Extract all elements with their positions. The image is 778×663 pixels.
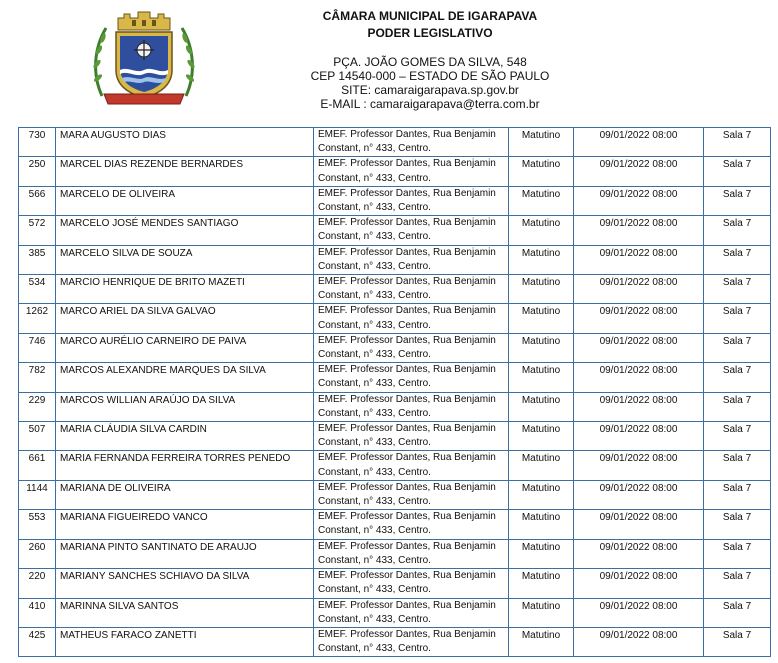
table-row xyxy=(19,422,771,451)
exam-location-cell xyxy=(314,392,509,421)
table-row xyxy=(19,304,771,333)
shift: Matutino xyxy=(521,218,561,230)
exam-location-cell xyxy=(314,186,509,215)
candidate-name-cell xyxy=(56,392,314,421)
candidate-name: MARIANA PINTO SANTINATO DE ARAUJO xyxy=(60,541,257,553)
shift: Matutino xyxy=(521,277,561,289)
inscription-number-cell xyxy=(19,157,56,186)
candidate-name-cell xyxy=(56,627,314,656)
datetime-cell xyxy=(574,627,704,656)
table-row xyxy=(19,363,771,392)
shift: Matutino xyxy=(521,600,561,612)
datetime-cell xyxy=(574,569,704,598)
datetime-cell xyxy=(574,216,704,245)
exam-location-line2: Constant, n° 433, Centro. xyxy=(318,172,431,184)
inscription-number-cell xyxy=(19,186,56,215)
candidate-name: MARCO AURÉLIO CARNEIRO DE PAIVA xyxy=(60,335,247,347)
datetime-cell xyxy=(574,451,704,480)
exam-location-cell xyxy=(314,480,509,509)
org-name: CÂMARA MUNICIPAL DE IGARAPAVA xyxy=(322,9,538,23)
candidate-name: MARIA FERNANDA FERREIRA TORRES PENEDO xyxy=(60,453,291,465)
exam-datetime: 09/01/2022 08:00 xyxy=(599,424,678,436)
inscription-number-cell xyxy=(19,304,56,333)
exam-datetime: 09/01/2022 08:00 xyxy=(599,600,678,612)
table-row xyxy=(19,627,771,656)
exam-location-line1: EMEF. Professor Dantes, Rua Benjamin xyxy=(318,570,496,582)
exam-location-line1: EMEF. Professor Dantes, Rua Benjamin xyxy=(318,334,496,346)
exam-location-line1: EMEF. Professor Dantes, Rua Benjamin xyxy=(318,187,496,199)
exam-location-cell xyxy=(314,598,509,627)
room-cell xyxy=(704,128,771,157)
exam-location-line2: Constant, n° 433, Centro. xyxy=(318,554,431,566)
exam-location-cell xyxy=(314,304,509,333)
candidate-name-cell xyxy=(56,451,314,480)
inscription-number-cell xyxy=(19,422,56,451)
exam-room: Sala 7 xyxy=(722,541,752,553)
exam-location-line1: EMEF. Professor Dantes, Rua Benjamin xyxy=(318,246,496,258)
candidate-name-cell xyxy=(56,569,314,598)
datetime-cell xyxy=(574,510,704,539)
exam-location-line1: EMEF. Professor Dantes, Rua Benjamin xyxy=(318,540,496,552)
org-subtitle: PODER LEGISLATIVO xyxy=(367,26,493,40)
table-row xyxy=(19,451,771,480)
room-cell xyxy=(704,392,771,421)
exam-datetime: 09/01/2022 08:00 xyxy=(599,247,678,259)
table-row xyxy=(19,216,771,245)
candidate-name-cell xyxy=(56,539,314,568)
exam-location-line1: EMEF. Professor Dantes, Rua Benjamin xyxy=(318,481,496,493)
inscription-number: 661 xyxy=(28,453,46,465)
shift-cell xyxy=(509,392,574,421)
exam-room: Sala 7 xyxy=(722,130,752,141)
inscription-number-cell xyxy=(19,363,56,392)
exam-location-line2: Constant, n° 433, Centro. xyxy=(318,437,431,449)
letterhead-text xyxy=(240,8,620,111)
shift-cell xyxy=(509,186,574,215)
inscription-number-cell xyxy=(19,598,56,627)
room-cell xyxy=(704,363,771,392)
room-cell xyxy=(704,245,771,274)
exam-location-line1: EMEF. Professor Dantes, Rua Benjamin xyxy=(318,599,496,611)
exam-location-cell xyxy=(314,422,509,451)
inscription-number-cell xyxy=(19,569,56,598)
candidate-name-cell xyxy=(56,598,314,627)
exam-datetime: 09/01/2022 08:00 xyxy=(599,130,678,141)
datetime-cell xyxy=(574,128,704,157)
candidate-name: MARIANY SANCHES SCHIAVO DA SILVA xyxy=(60,571,250,583)
candidate-name-cell xyxy=(56,216,314,245)
candidate-name: MARIANA FIGUEIREDO VANCO xyxy=(60,512,208,524)
table-row xyxy=(19,510,771,539)
datetime-cell xyxy=(574,157,704,186)
shift-cell xyxy=(509,245,574,274)
exam-location-cell xyxy=(314,363,509,392)
inscription-number: 566 xyxy=(28,188,46,200)
inscription-number: 229 xyxy=(28,394,46,406)
inscription-number-cell xyxy=(19,510,56,539)
table-row xyxy=(19,569,771,598)
shift-cell xyxy=(509,569,574,598)
exam-datetime: 09/01/2022 08:00 xyxy=(599,571,678,583)
shift: Matutino xyxy=(521,335,561,347)
exam-location-line2: Constant, n° 433, Centro. xyxy=(318,349,431,361)
inscription-number: 1262 xyxy=(25,306,49,318)
exam-datetime: 09/01/2022 08:00 xyxy=(599,365,678,377)
candidate-name: MARCOS WILLIAN ARAÚJO DA SILVA xyxy=(60,394,236,406)
exam-location-line2: Constant, n° 433, Centro. xyxy=(318,260,431,272)
exam-room: Sala 7 xyxy=(722,365,752,377)
exam-location-cell xyxy=(314,569,509,598)
exam-room: Sala 7 xyxy=(722,159,752,171)
candidate-table xyxy=(18,127,771,657)
room-cell xyxy=(704,510,771,539)
inscription-number: 730 xyxy=(28,130,46,141)
candidate-name: MARIA CLÁUDIA SILVA CARDIN xyxy=(60,424,207,436)
shift-cell xyxy=(509,510,574,539)
candidate-name-cell xyxy=(56,363,314,392)
exam-datetime: 09/01/2022 08:00 xyxy=(599,188,678,200)
candidate-name: MARCELO SILVA DE SOUZA xyxy=(60,247,193,259)
candidate-name: MARCELO JOSÉ MENDES SANTIAGO xyxy=(60,218,239,230)
candidate-name-cell xyxy=(56,333,314,362)
shift: Matutino xyxy=(521,159,561,171)
exam-room: Sala 7 xyxy=(722,453,752,465)
exam-location-line1: EMEF. Professor Dantes, Rua Benjamin xyxy=(318,158,496,170)
room-cell xyxy=(704,598,771,627)
candidate-name: MARCIO HENRIQUE DE BRITO MAZETI xyxy=(60,277,245,289)
exam-location-line2: Constant, n° 433, Centro. xyxy=(318,584,431,596)
candidate-name: MARCO ARIEL DA SILVA GALVAO xyxy=(60,306,216,318)
exam-location-cell xyxy=(314,539,509,568)
exam-room: Sala 7 xyxy=(722,424,752,436)
exam-location-line2: Constant, n° 433, Centro. xyxy=(318,525,431,537)
inscription-number-cell xyxy=(19,128,56,157)
exam-datetime: 09/01/2022 08:00 xyxy=(599,394,678,406)
datetime-cell xyxy=(574,598,704,627)
exam-room: Sala 7 xyxy=(722,188,752,200)
exam-datetime: 09/01/2022 08:00 xyxy=(599,306,678,318)
table-row xyxy=(19,157,771,186)
inscription-number: 572 xyxy=(28,218,46,230)
shift: Matutino xyxy=(521,541,561,553)
exam-datetime: 09/01/2022 08:00 xyxy=(599,277,678,289)
shift: Matutino xyxy=(521,247,561,259)
room-cell xyxy=(704,569,771,598)
datetime-cell xyxy=(574,245,704,274)
table-row xyxy=(19,392,771,421)
exam-room: Sala 7 xyxy=(722,394,752,406)
exam-location-cell xyxy=(314,627,509,656)
exam-location-cell xyxy=(314,275,509,304)
exam-location-line2: Constant, n° 433, Centro. xyxy=(318,319,431,331)
exam-location-line1: EMEF. Professor Dantes, Rua Benjamin xyxy=(318,364,496,376)
inscription-number-cell xyxy=(19,275,56,304)
room-cell xyxy=(704,627,771,656)
exam-location-line1: EMEF. Professor Dantes, Rua Benjamin xyxy=(318,217,496,229)
candidate-name: MARCELO DE OLIVEIRA xyxy=(60,188,176,200)
table-row xyxy=(19,186,771,215)
exam-location-line2: Constant, n° 433, Centro. xyxy=(318,290,431,302)
exam-location-line1: EMEF. Professor Dantes, Rua Benjamin xyxy=(318,305,496,317)
room-cell xyxy=(704,275,771,304)
candidate-name-cell xyxy=(56,128,314,157)
table-row xyxy=(19,598,771,627)
room-cell xyxy=(704,157,771,186)
inscription-number: 1144 xyxy=(26,482,48,494)
inscription-number: 534 xyxy=(28,277,46,289)
table-row xyxy=(19,275,771,304)
inscription-number: 220 xyxy=(28,571,46,583)
inscription-number: 782 xyxy=(28,365,46,377)
inscription-number-cell xyxy=(19,245,56,274)
exam-location-line1: EMEF. Professor Dantes, Rua Benjamin xyxy=(318,628,496,640)
exam-location-cell xyxy=(314,245,509,274)
exam-location-line2: Constant, n° 433, Centro. xyxy=(318,407,431,419)
org-email[interactable]: E-MAIL : camaraigarapava@terra.com.br xyxy=(320,97,540,111)
exam-location-line1: EMEF. Professor Dantes, Rua Benjamin xyxy=(318,423,496,435)
datetime-cell xyxy=(574,392,704,421)
exam-location-line1: EMEF. Professor Dantes, Rua Benjamin xyxy=(318,393,496,405)
shift-cell xyxy=(509,275,574,304)
shift: Matutino xyxy=(521,306,561,318)
room-cell xyxy=(704,304,771,333)
exam-room: Sala 7 xyxy=(722,629,752,641)
inscription-number: 425 xyxy=(28,629,46,641)
shift-cell xyxy=(509,157,574,186)
org-address: PÇA. JOÃO GOMES DA SILVA, 548 xyxy=(333,55,527,69)
inscription-number-cell xyxy=(19,216,56,245)
org-cep: CEP 14540-000 – ESTADO DE SÃO PAULO xyxy=(310,69,550,83)
exam-datetime: 09/01/2022 08:00 xyxy=(599,453,678,465)
room-cell xyxy=(704,216,771,245)
table-row xyxy=(19,333,771,362)
shift-cell xyxy=(509,539,574,568)
exam-room: Sala 7 xyxy=(722,335,752,347)
candidate-name-cell xyxy=(56,304,314,333)
exam-location-line2: Constant, n° 433, Centro. xyxy=(318,496,431,508)
inscription-number-cell xyxy=(19,451,56,480)
shift-cell xyxy=(509,363,574,392)
shift: Matutino xyxy=(521,188,561,200)
exam-room: Sala 7 xyxy=(722,218,752,230)
exam-location-line2: Constant, n° 433, Centro. xyxy=(318,466,431,478)
exam-room: Sala 7 xyxy=(722,277,752,289)
shift-cell xyxy=(509,480,574,509)
exam-room: Sala 7 xyxy=(722,600,752,612)
datetime-cell xyxy=(574,363,704,392)
exam-location-cell xyxy=(314,510,509,539)
exam-location-line2: Constant, n° 433, Centro. xyxy=(318,613,431,625)
shift-cell xyxy=(509,333,574,362)
exam-datetime: 09/01/2022 08:00 xyxy=(599,159,678,171)
datetime-cell xyxy=(574,480,704,509)
exam-datetime: 09/01/2022 08:00 xyxy=(599,629,678,641)
exam-location-cell xyxy=(314,157,509,186)
shift-cell xyxy=(509,422,574,451)
shift-cell xyxy=(509,627,574,656)
exam-location-line2: Constant, n° 433, Centro. xyxy=(318,143,431,155)
inscription-number: 507 xyxy=(28,424,46,436)
exam-location-line1: EMEF. Professor Dantes, Rua Benjamin xyxy=(318,276,496,288)
datetime-cell xyxy=(574,304,704,333)
table-row xyxy=(19,128,771,157)
candidate-name-cell xyxy=(56,275,314,304)
room-cell xyxy=(704,186,771,215)
room-cell xyxy=(704,451,771,480)
exam-location-line2: Constant, n° 433, Centro. xyxy=(318,643,431,655)
exam-room: Sala 7 xyxy=(722,306,752,318)
exam-location-cell xyxy=(314,333,509,362)
exam-location-line2: Constant, n° 433, Centro. xyxy=(318,378,431,390)
exam-room: Sala 7 xyxy=(722,512,752,524)
candidate-name-cell xyxy=(56,480,314,509)
exam-datetime: 09/01/2022 08:00 xyxy=(599,512,678,524)
candidate-name-cell xyxy=(56,157,314,186)
exam-datetime: 09/01/2022 08:00 xyxy=(599,541,678,553)
inscription-number-cell xyxy=(19,539,56,568)
shift-cell xyxy=(509,598,574,627)
inscription-number: 553 xyxy=(28,512,46,524)
table-row xyxy=(19,245,771,274)
inscription-number: 410 xyxy=(28,600,46,612)
shift: Matutino xyxy=(521,453,561,465)
exam-location-cell xyxy=(314,216,509,245)
table-row xyxy=(19,539,771,568)
inscription-number-cell xyxy=(19,392,56,421)
exam-location-line2: Constant, n° 433, Centro. xyxy=(318,202,431,214)
candidate-name: MARA AUGUSTO DIAS xyxy=(60,130,166,141)
exam-datetime: 09/01/2022 08:00 xyxy=(599,482,678,494)
shift-cell xyxy=(509,128,574,157)
shift: Matutino xyxy=(521,482,561,494)
room-cell xyxy=(704,333,771,362)
exam-location-line2: Constant, n° 433, Centro. xyxy=(318,231,431,243)
datetime-cell xyxy=(574,422,704,451)
candidate-name: MARIANA DE OLIVEIRA xyxy=(60,482,171,494)
municipal-crest-icon xyxy=(88,8,200,108)
shift: Matutino xyxy=(521,424,561,436)
exam-location-cell xyxy=(314,128,509,157)
inscription-number: 250 xyxy=(28,159,46,171)
shift-cell xyxy=(509,304,574,333)
candidate-name: MARCOS ALEXANDRE MARQUES DA SILVA xyxy=(60,365,266,377)
shift: Matutino xyxy=(521,512,561,524)
exam-location-cell xyxy=(314,451,509,480)
exam-location-line1: EMEF. Professor Dantes, Rua Benjamin xyxy=(318,511,496,523)
org-site[interactable]: SITE: camaraigarapava.sp.gov.br xyxy=(341,83,519,97)
candidate-name-cell xyxy=(56,422,314,451)
datetime-cell xyxy=(574,186,704,215)
datetime-cell xyxy=(574,333,704,362)
candidate-name: MATHEUS FARACO ZANETTI xyxy=(60,629,197,641)
shift: Matutino xyxy=(521,130,561,141)
inscription-number-cell xyxy=(19,333,56,362)
inscription-number-cell xyxy=(19,627,56,656)
shift: Matutino xyxy=(521,365,561,377)
candidate-name-cell xyxy=(56,245,314,274)
candidate-name-cell xyxy=(56,186,314,215)
room-cell xyxy=(704,422,771,451)
shift-cell xyxy=(509,451,574,480)
exam-location-line1: EMEF. Professor Dantes, Rua Benjamin xyxy=(318,452,496,464)
room-cell xyxy=(704,480,771,509)
exam-datetime: 09/01/2022 08:00 xyxy=(599,218,678,230)
inscription-number: 385 xyxy=(28,247,46,259)
candidate-name: MARCEL DIAS REZENDE BERNARDES xyxy=(60,159,243,171)
table-row xyxy=(19,480,771,509)
inscription-number-cell xyxy=(19,480,56,509)
shift-cell xyxy=(509,216,574,245)
datetime-cell xyxy=(574,539,704,568)
inscription-number: 746 xyxy=(28,335,46,347)
exam-location-line1: EMEF. Professor Dantes, Rua Benjamin xyxy=(318,129,496,140)
room-cell xyxy=(704,539,771,568)
exam-room: Sala 7 xyxy=(722,571,752,583)
shift: Matutino xyxy=(521,629,561,641)
letterhead xyxy=(0,0,778,126)
exam-datetime: 09/01/2022 08:00 xyxy=(599,335,678,347)
datetime-cell xyxy=(574,275,704,304)
shift: Matutino xyxy=(521,394,561,406)
exam-room: Sala 7 xyxy=(722,247,752,259)
candidate-name: MARINNA SILVA SANTOS xyxy=(60,600,179,612)
exam-room: Sala 7 xyxy=(722,482,752,494)
candidate-name-cell xyxy=(56,510,314,539)
inscription-number: 260 xyxy=(28,541,46,553)
shift: Matutino xyxy=(521,571,561,583)
